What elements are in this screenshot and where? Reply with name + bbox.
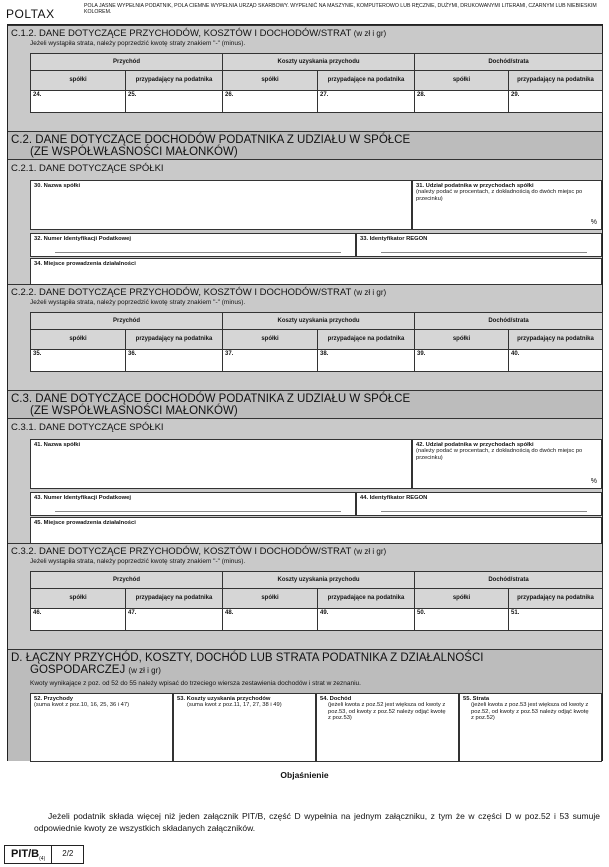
field-30-label: 30. Nazwa spółki [34, 183, 81, 189]
nip-digit-guides [55, 508, 341, 512]
section-c2-title: C.2. DANE DOTYCZĄCE DOCHODÓW PODATNIKA Z UDZIAŁU W SPÓŁCE [11, 134, 411, 146]
c22-col-header: spółki [223, 330, 318, 350]
field-45-label: 45. Miejsce prowadzenia działalności [34, 520, 136, 526]
c12-group-income: Dochód/strata [415, 54, 603, 71]
section-d [8, 649, 602, 761]
field-41-label: 41. Nazwa spółki [34, 442, 81, 448]
field-31-hint: (należy podać w procentach, z dokładnością do dwóch miejsc po przecinku) [416, 189, 583, 202]
c12-col-header: spółki [31, 71, 126, 91]
field-39[interactable]: 39. [415, 350, 509, 372]
section-c2-title-2: (ZE WSPÓŁWŁASNOŚCI MAŁONKÓW) [30, 146, 238, 158]
c22-col-header: przypadający na podatnika [509, 330, 603, 350]
field-43[interactable] [30, 492, 356, 516]
field-38[interactable]: 38. [318, 350, 415, 372]
c32-col-header: przypadające na podatnika [318, 589, 415, 609]
field-26[interactable]: 26. [223, 91, 318, 113]
explanation-title: Objaśnienie [280, 770, 329, 780]
section-c22-title: C.2.2. DANE DOTYCZĄCE PRZYCHODÓW, KOSZTÓW I DOCHODÓW/STRAT (w zł i gr) [11, 287, 387, 298]
c32-col-header: spółki [415, 589, 509, 609]
section-c12 [8, 25, 602, 131]
field-40[interactable]: 40. [509, 350, 603, 372]
field-31[interactable] [412, 180, 602, 230]
field-42[interactable] [412, 439, 602, 489]
section-c32 [8, 543, 602, 649]
c12-group-costs: Koszty uzyskania przychodu [223, 54, 415, 71]
field-42-hint: (należy podać w procentach, z dokładnością do dwóch miejsc po przecinku) [416, 448, 583, 461]
field-52[interactable] [30, 693, 173, 762]
page-header [0, 0, 609, 24]
field-32-label: 32. Numer Identyfikacji Podatkowej [34, 236, 131, 242]
field-53-label: 53. Koszty uzyskania przychodów [177, 696, 271, 702]
section-c12-title: C.1.2. DANE DOTYCZĄCE PRZYCHODÓW, KOSZTÓW I DOCHODÓW/STRAT (w zł i gr) [11, 28, 387, 39]
section-c22 [8, 284, 602, 390]
field-54-label: 54. Dochód [320, 696, 352, 702]
section-d-subtitle: Kwoty wynikające z poz. od 52 do 55 należy wpisać do trzeciego wiersza zestawienia dochodów i strat w zeznaniu. [30, 680, 361, 687]
c32-col-header: przypadający na podatnika [126, 589, 223, 609]
field-48[interactable]: 48. [223, 609, 318, 631]
field-43-label: 43. Numer Identyfikacji Podatkowej [34, 495, 131, 501]
section-c31 [8, 418, 602, 543]
section-c22-subtitle: Jeżeli wystąpiła strata, należy poprzedzić kwotę straty znakiem "-" (minus). [30, 299, 246, 306]
c32-group-income: Dochód/strata [415, 572, 603, 589]
field-34-label: 34. Miejsce prowadzenia działalności [34, 261, 136, 267]
percent-sign: % [590, 478, 597, 485]
field-44-label: 44. Identyfikator REGON [360, 495, 428, 501]
c22-group-income: Dochód/strata [415, 313, 603, 330]
c12-col-header: spółki [223, 71, 318, 91]
section-c31-title: C.3.1. DANE DOTYCZĄCE SPÓŁKI [11, 422, 164, 433]
field-24[interactable]: 24. [31, 91, 126, 113]
field-46[interactable]: 46. [31, 609, 126, 631]
section-c12-subtitle: Jeżeli wystąpiła strata, należy poprzedzić kwotę straty znakiem "-" (minus). [30, 40, 246, 47]
field-33[interactable] [356, 233, 602, 257]
c32-col-header: spółki [223, 589, 318, 609]
c22-table [30, 312, 603, 372]
section-c32-title: C.3.2. DANE DOTYCZĄCE PRZYCHODÓW, KOSZTÓW I DOCHODÓW/STRAT (w zł i gr) [11, 546, 387, 557]
fill-instructions: POLA JASNE WYPEŁNIA PODATNIK, POLA CIEMNE WYPEŁNIA URZĄD SKARBOWY. WYPEŁNIĆ NA MASZYNIE, KOMPUTEROWO LUB RĘCZNIE, DUŻYMI, DRUKOWANYMI LITERAMI, CZARNYM LUB NIEBIESKIM KOLOREM. [84, 3, 597, 15]
c32-group-revenue: Przychód [31, 572, 223, 589]
c22-group-costs: Koszty uzyskania przychodu [223, 313, 415, 330]
field-33-label: 33. Identyfikator REGON [360, 236, 428, 242]
field-55-hint: (jeżeli kwota z poz.53 jest większa od kwoty z poz.52, od kwoty z poz.53 należy odjąć kwotę z poz.52) [471, 702, 589, 721]
c32-col-header: spółki [31, 589, 126, 609]
field-41[interactable] [30, 439, 412, 489]
nip-digit-guides [55, 249, 341, 253]
c32-group-costs: Koszty uzyskania przychodu [223, 572, 415, 589]
brand-label: POLTAX [6, 7, 55, 21]
section-c32-subtitle: Jeżeli wystąpiła strata, należy poprzedzić kwotę straty znakiem "-" (minus). [30, 558, 246, 565]
form-footer [4, 845, 84, 864]
section-c2 [8, 131, 602, 159]
section-c3-title: C.3. DANE DOTYCZĄCE DOCHODÓW PODATNIKA Z UDZIAŁU W SPÓŁCE [11, 393, 411, 405]
c22-col-header: spółki [31, 330, 126, 350]
form-code: PIT/$B_{(4)}$ [5, 846, 52, 863]
field-30[interactable] [30, 180, 412, 230]
c22-group-revenue: Przychód [31, 313, 223, 330]
section-c21 [8, 159, 602, 284]
field-25[interactable]: 25. [126, 91, 223, 113]
field-32[interactable] [30, 233, 356, 257]
field-49[interactable]: 49. [318, 609, 415, 631]
field-54[interactable] [316, 693, 459, 762]
c22-col-header: przypadający na podatnika [126, 330, 223, 350]
section-c3 [8, 390, 602, 418]
c32-table [30, 571, 603, 631]
section-c21-title: C.2.1. DANE DOTYCZĄCE SPÓŁKI [11, 163, 164, 174]
field-52-label: 52. Przychody [34, 696, 73, 702]
section-d-title: D. ŁĄCZNY PRZYCHÓD, KOSZTY, DOCHÓD LUB STRATA PODATNIKA Z DZIAŁALNOŚCI [11, 652, 484, 664]
form-frame [7, 24, 603, 761]
field-55[interactable] [459, 693, 602, 762]
field-50[interactable]: 50. [415, 609, 509, 631]
field-37[interactable]: 37. [223, 350, 318, 372]
field-53-hint: (suma kwot z poz.11, 17, 27, 38 i 49) [187, 702, 282, 708]
field-34[interactable] [30, 258, 602, 285]
field-52-hint: (suma kwot z poz.10, 16, 25, 36 i 47) [34, 702, 130, 708]
c32-col-header: przypadający na podatnika [509, 589, 603, 609]
section-d-title-2: GOSPODARCZEJ (w zł i gr) [30, 664, 161, 676]
explanation-text: Jeżeli podatnik składa więcej niż jeden załącznik PIT/B, część D wypełnia na jednym załączniku, z tym że w części D w poz.52 i 53 sumuje odpowiednie kwoty ze wszystkich składanych załączników. [34, 811, 600, 833]
field-47[interactable]: 47. [126, 609, 223, 631]
c12-col-header: przypadający na podatnika [126, 71, 223, 91]
regon-digit-guides [381, 249, 587, 253]
field-29[interactable]: 29. [509, 91, 603, 113]
field-55-label: 55. Strata [463, 696, 490, 702]
field-54-hint: (jeżeli kwota z poz.52 jest większa od kwoty z poz.53, od kwoty z poz.52 należy odjąć kwotę z poz.53) [328, 702, 446, 721]
regon-digit-guides [381, 508, 587, 512]
field-45[interactable] [30, 517, 602, 544]
field-51[interactable]: 51. [509, 609, 603, 631]
field-27[interactable]: 27. [318, 91, 415, 113]
page-number: 2/2 [62, 849, 74, 858]
field-31-label: 31. Udział podatnika w przychodach spółki [416, 183, 534, 189]
c22-col-header: spółki [415, 330, 509, 350]
field-44[interactable] [356, 492, 602, 516]
field-36[interactable]: 36. [126, 350, 223, 372]
field-28[interactable]: 28. [415, 91, 509, 113]
c12-col-header: spółki [415, 71, 509, 91]
c12-col-header: przypadający na podatnika [509, 71, 603, 91]
field-35[interactable]: 35. [31, 350, 126, 372]
c22-col-header: przypadające na podatnika [318, 330, 415, 350]
c12-col-header: przypadające na podatnika [318, 71, 415, 91]
section-c3-title-2: (ZE WSPÓŁWŁASNOŚCI MAŁONKÓW) [30, 405, 238, 417]
c12-group-revenue: Przychód [31, 54, 223, 71]
field-42-label: 42. Udział podatnika w przychodach spółki [416, 442, 534, 448]
c12-table [30, 53, 603, 113]
percent-sign: % [590, 219, 597, 226]
field-53[interactable] [173, 693, 316, 762]
